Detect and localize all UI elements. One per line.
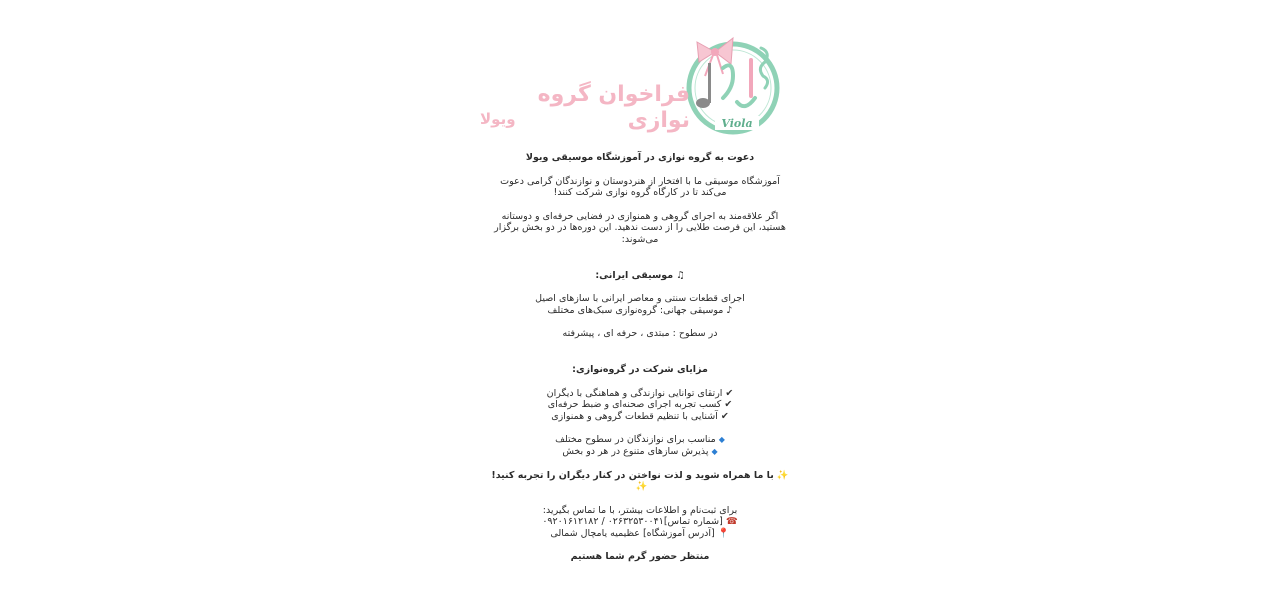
pin-icon: 📍 [717, 527, 730, 539]
closing-line: منتظر حضور گرم شما هستیم [570, 551, 710, 563]
contact-phone: ☎[شماره تماس]۰۲۶۳۲۵۳۰۰۴۱ / ۰۹۲۰۱۶۱۲۱۸۲ [542, 516, 738, 528]
blue-diamond-icon: ◆ [718, 435, 725, 445]
music-note-icon: ♫ [676, 269, 685, 281]
note-item: ◆پذیرش سازهای متنوع در هر دو بخش [562, 445, 718, 457]
check-icon: ✔ [724, 399, 733, 411]
poster-header [470, 20, 800, 145]
phone-icon: ☎ [725, 516, 738, 528]
blue-diamond-icon: ◆ [711, 446, 718, 456]
svg-text:Viola: Viola [721, 117, 753, 130]
music-note-icon: ♪ [726, 304, 733, 316]
benefits-heading: مزایای شرکت در گروه‌نوازی: [572, 363, 708, 375]
page-subtitle: ویولا [480, 110, 516, 128]
music-line-2: ♪موسیقی جهانی: گروه‌نوازی سبک‌های مختلف [547, 304, 733, 316]
call-to-action: ✨با ما همراه شوید و لذت نواختن در کنار دیگران را تجربه کنید!✨ [491, 469, 789, 493]
music-note-logo-icon [696, 63, 711, 108]
poster-body [490, 152, 790, 563]
benefit-item: ✔آشنایی با تنظیم قطعات گروهی و همنوازی [551, 410, 729, 422]
music-line-1: اجرای قطعات سنتی و معاصر ایرانی با سازهای اصیل [535, 293, 745, 305]
check-icon: ✔ [725, 387, 734, 399]
note-item: ◆مناسب برای نوازندگان در سطوح مختلف [555, 434, 725, 446]
intro-title: دعوت به گروه نوازی در آموزشگاه موسیقی ویولا [525, 152, 755, 163]
page-title: فراخوان گروه نوازی [537, 82, 690, 133]
check-icon: ✔ [720, 410, 729, 422]
bow-icon [697, 38, 733, 76]
benefit-item: ✔کسب تجربه اجرای صحنه‌ای و ضبط حرفه‌ای [547, 399, 733, 411]
intro-paragraph-1: آموزشگاه موسیقی ما با افتخار از هنردوستان و نوازندگان گرامی دعوت می‌کند تا در کارگاه گروه نوازی شرکت کنند! [500, 175, 780, 199]
intro-paragraph-2: اگر علاقه‌مند به اجرای گروهی و همنوازی در فضایی حرفه‌ای و دوستانه هستید، این فرصت طلایی را از دست ندهید. این دوره‌ها در دو بخش برگزار می‌شوند: [494, 210, 786, 245]
contact-address: 📍[آدرس آموزشگاه] عظیمیه یامچال شمالی [550, 527, 730, 539]
levels-line: در سطوح : مبتدی ، حرفه ای ، پیشرفته [562, 328, 718, 340]
contact-heading: برای ثبت‌نام و اطلاعات بیشتر، با ما تماس بگیرید: [542, 504, 738, 516]
music-section-heading: ♫موسیقی ایرانی: [595, 269, 685, 281]
sparkles-icon: ✨ [635, 481, 648, 493]
sparkles-icon: ✨ [776, 469, 789, 481]
benefit-item: ✔ارتقای توانایی نوازندگی و هماهنگی با دیگران [546, 387, 734, 399]
announcement-poster [470, 20, 800, 590]
viola-logo [675, 28, 785, 143]
